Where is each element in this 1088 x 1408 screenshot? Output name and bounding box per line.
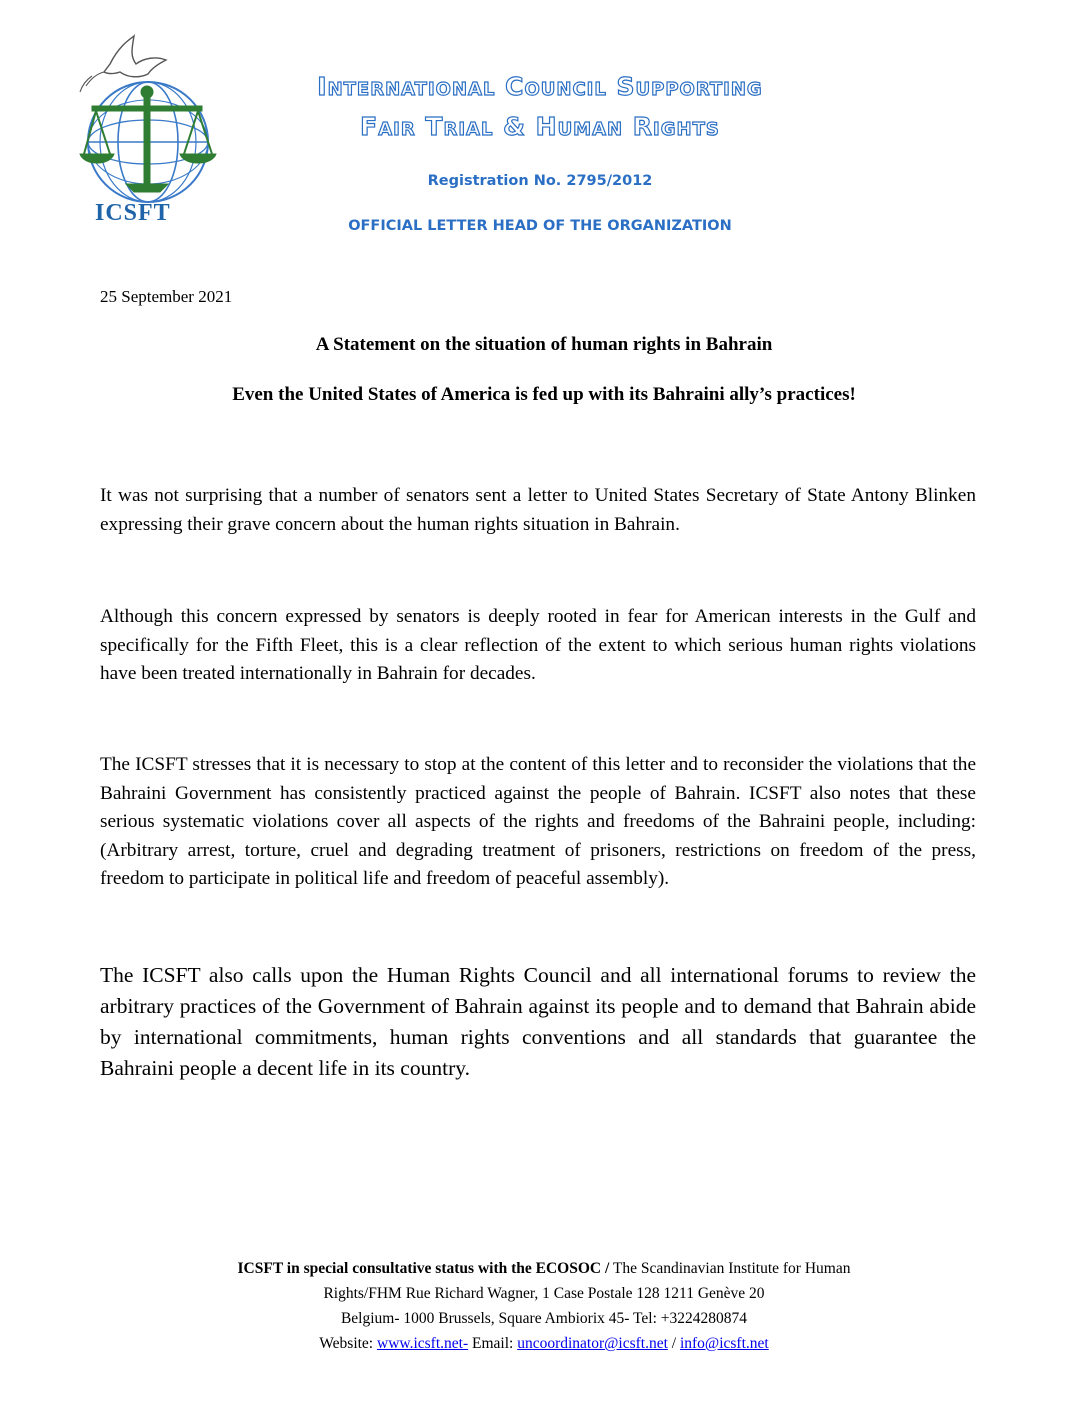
footer bbox=[60, 1256, 1028, 1356]
footer-line-4 bbox=[60, 1331, 1028, 1356]
email-link-coordinator[interactable]: uncoordinator@icsft.net bbox=[517, 1335, 668, 1352]
website-link[interactable]: www.icsft.net- bbox=[377, 1335, 469, 1352]
letter-date: 25 September 2021 bbox=[100, 287, 233, 306]
paragraph-1: It was not surprising that a number of senators sent a letter to United States Secretary of State Antony Blinken expressing their grave concern about the human rights situation in Bahrain. bbox=[100, 485, 976, 535]
paragraph-2: Although this concern expressed by senators is deeply rooted in fear for American interests in the Gulf and specifically for the Fifth Fleet, this is a clear reflection of the extent to which serious human rights violations have been treated internationally in Bahrain for decades. bbox=[100, 606, 976, 684]
org-name-line2: Fair Trial & Human Rights bbox=[360, 112, 720, 141]
email-link-info[interactable]: info@icsft.net bbox=[679, 1335, 769, 1352]
website-label: Website: bbox=[319, 1335, 377, 1352]
statement-title: A Statement on the situation of human rights in Bahrain bbox=[315, 334, 773, 355]
email-label: Email: bbox=[468, 1335, 518, 1352]
statement-subtitle: Even the United States of America is fed up with its Bahraini ally’s practices! bbox=[232, 384, 856, 405]
official-letterhead-label: OFFICIAL LETTER HEAD OF THE ORGANIZATION bbox=[348, 218, 732, 234]
footer-line-1 bbox=[60, 1256, 1028, 1281]
footer-institute: The Scandinavian Institute for Human bbox=[609, 1260, 851, 1277]
logo-label: ICSFT bbox=[95, 200, 171, 226]
email-separator: / bbox=[667, 1335, 680, 1352]
footer-line-3: Belgium- 1000 Brussels, Square Ambiorix 45- Tel: +3224280874 bbox=[340, 1310, 748, 1327]
registration-number: Registration No. 2795/2012 bbox=[427, 173, 653, 189]
org-name-line1: International Council Supporting bbox=[317, 72, 763, 101]
paragraph-3: The ICSFT stresses that it is necessary to stop at the content of this letter and to reconsider the violations that the Bahraini Government has consistently practiced against the people of Bahrain. ICSFT also notes that these serious systematic violations cover all aspects of the rights and freedoms of the Bahraini people, including: (Arbitrary arrest, torture, cruel and degrading treatment of prisoners, restrictions on freedom of the press, freedom to participate in political life and freedom of peaceful assembly). bbox=[100, 754, 976, 889]
paragraph-4: The ICSFT also calls upon the Human Rights Council and all international forums to review the arbitrary practices of the Government of Bahrain against its people and to demand that Bahrain abide by international commitments, human rights conventions and all standards that guarantee the Bahraini people a decent life in its country. bbox=[100, 963, 976, 1080]
footer-line-2: Rights/FHM Rue Richard Wagner, 1 Case Postale 128 1211 Genève 20 bbox=[323, 1285, 765, 1302]
footer-status-bold: ICSFT in special consultative status with the ECOSOC / bbox=[237, 1260, 610, 1277]
